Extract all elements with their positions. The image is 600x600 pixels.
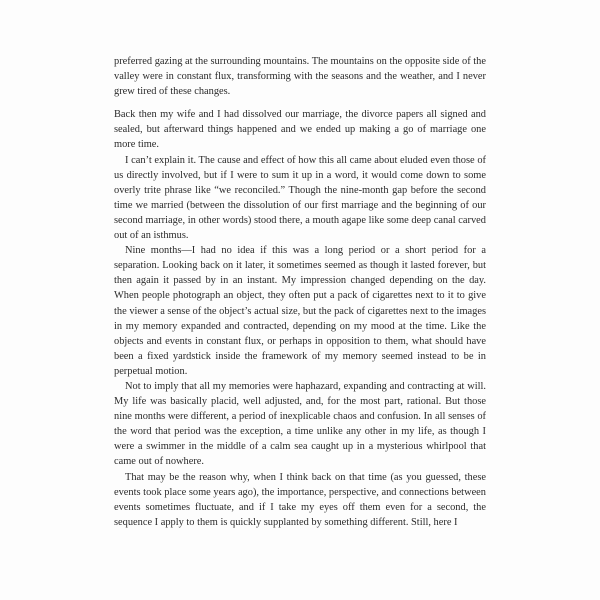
paragraph-1: preferred gazing at the surrounding mountains. The mountains on the opposite side of the valley were in constant flux, transforming with the seasons and the weather, and I never grew tired of these changes. [114, 56, 486, 98]
paragraph-6: That may be the reason why, when I think back on that time (as you guessed, these events took place some years ago), the importance, perspective, and connections between events sometimes fluctuate, and if I take my eyes off them even for a second, the sequence I apply to them is quickly supplanted by something different. Still, here I [114, 471, 486, 528]
paragraph-2: Back then my wife and I had dissolved our marriage, the divorce papers all signed and sealed, but afterward things happened and we ended up making a go of marriage one more time. [114, 109, 486, 151]
paragraph-3: I can’t explain it. The cause and effect of how this all came about eluded even those of us directly involved, but if I were to sum it up in a word, it would come down to some overly trite phrase like “we reconciled.” Though the nine-month gap before the second time we married (between the dissolution of our first marriage and the beginning of our second marriage, in other words) stood there, a mouth agape like some deep canal carved out of an isthmus. [114, 154, 486, 242]
body-text [114, 54, 486, 530]
paragraph-4: Nine months—I had no idea if this was a long period or a short period for a separation. Looking back on it later, it sometimes seemed as though it lasted forever, but then again it passed by in an instant. My impression changed depending on the day. When people photograph an object, they often put a pack of cigarettes next to it to give the viewer a sense of the object’s actual size, but the pack of cigarettes next to the images in my memory expanded and contracted, depending on my mood at the time. Like the objects and events in constant flux, or perhaps in opposition to them, what should have been a fixed yardstick inside the framework of my memory seemed instead to be in perpetual motion. [114, 245, 486, 377]
paragraph-5: Not to imply that all my memories were haphazard, expanding and contracting at will. My life was basically placid, well adjusted, and, for the most part, rational. But those nine months were different, a period of inexplicable chaos and confusion. In all senses of the word that period was the exception, a time unlike any other in my life, as though I were a swimmer in the middle of a calm sea caught up in a mysterious whirlpool that came out of nowhere. [114, 380, 486, 468]
